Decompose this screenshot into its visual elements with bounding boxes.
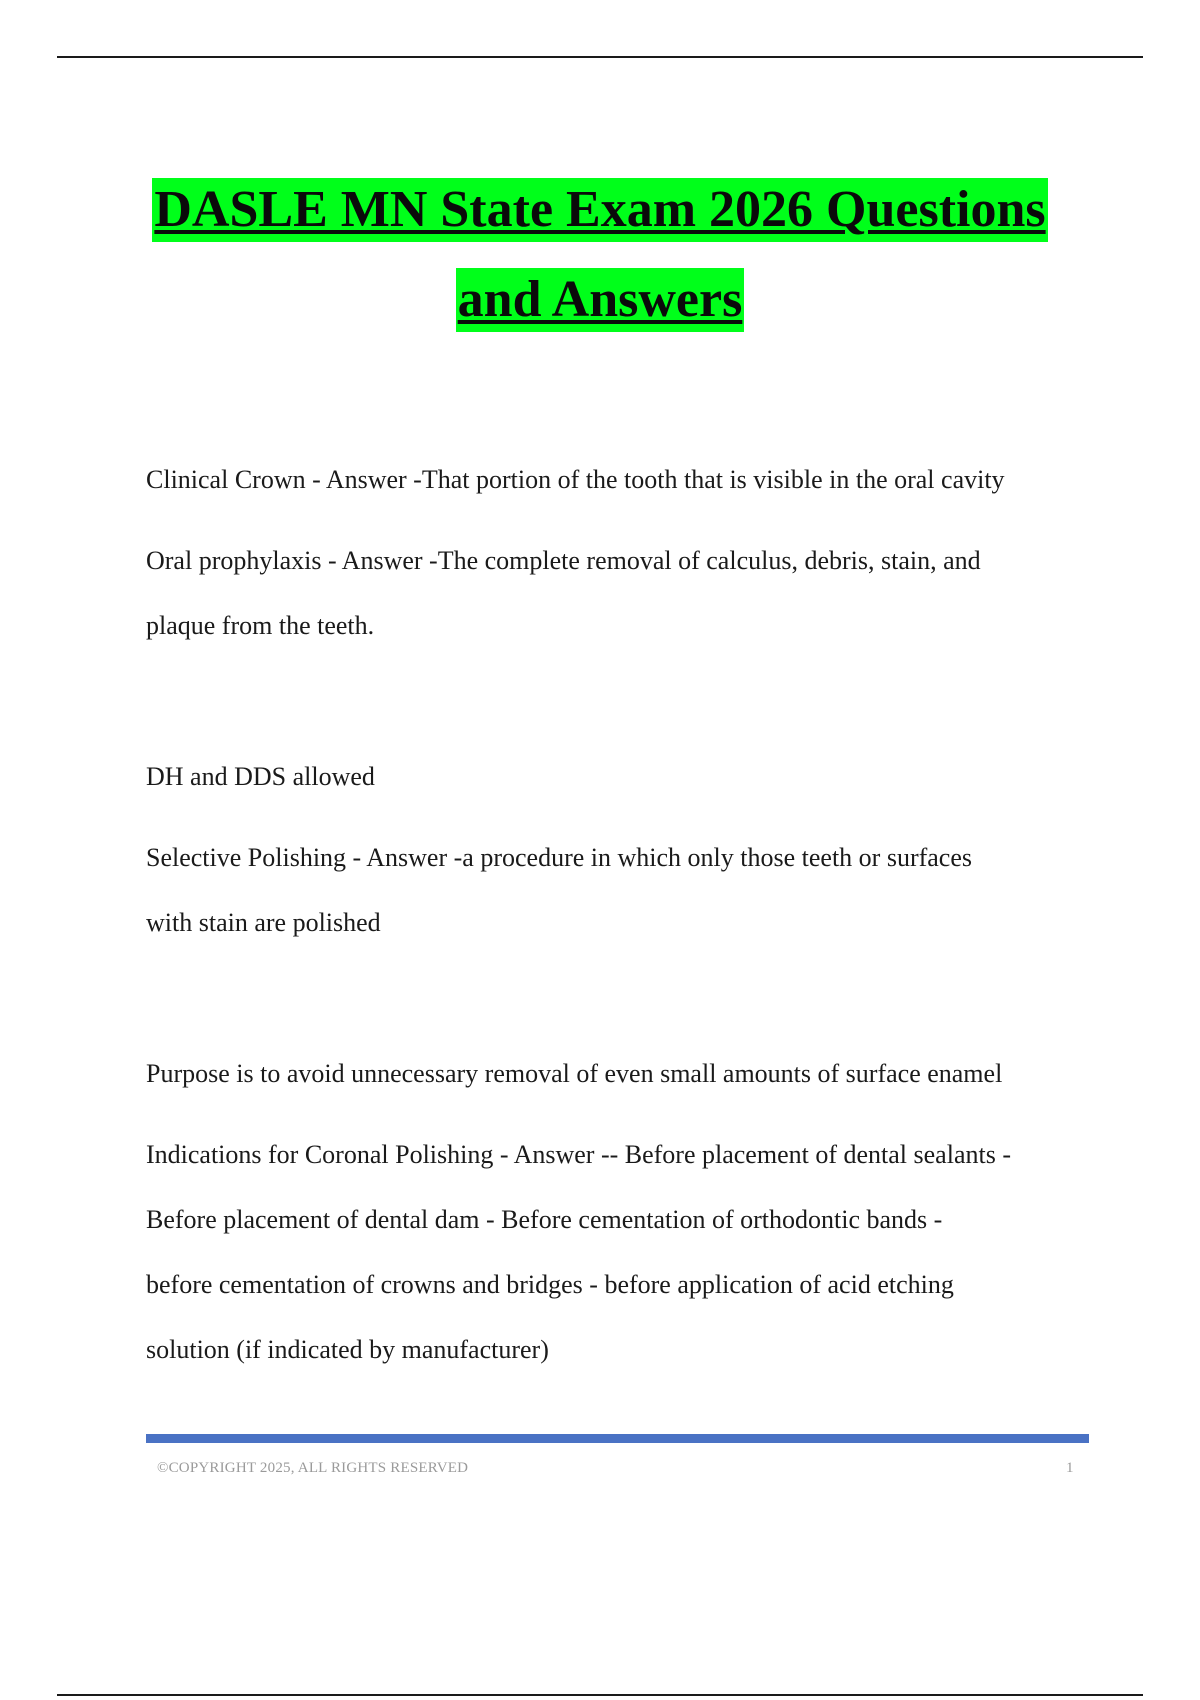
page-top-rule (57, 56, 1143, 58)
paragraph-dh-dds-allowed: DH and DDS allowed (146, 762, 375, 791)
document-title (0, 178, 1200, 332)
paragraph-selective-polishing-line2: with stain are polished (146, 908, 381, 937)
page-bottom-rule (57, 1694, 1143, 1696)
paragraph-clinical-crown: Clinical Crown - Answer -That portion of the tooth that is visible in the oral cavity (146, 465, 1005, 494)
paragraph-indications-line4: solution (if indicated by manufacturer) (146, 1335, 549, 1364)
paragraph-indications-line1: Indications for Coronal Polishing - Answer -- Before placement of dental sealants - (146, 1140, 1011, 1169)
footer-copyright: ©COPYRIGHT 2025, ALL RIGHTS RESERVED (157, 1460, 469, 1476)
title-line-1: DASLE MN State Exam 2026 Questions (152, 178, 1047, 242)
paragraph-indications-line3: before cementation of crowns and bridges - before application of acid etching (146, 1270, 954, 1299)
footer-page-number: 1 (1066, 1460, 1074, 1476)
paragraph-indications-line2: Before placement of dental dam - Before cementation of orthodontic bands - (146, 1205, 943, 1234)
document-body (146, 447, 1106, 1382)
paragraph-oral-prophylaxis-line2: plaque from the teeth. (146, 611, 375, 640)
paragraph-oral-prophylaxis-line1: Oral prophylaxis - Answer -The complete removal of calculus, debris, stain, and (146, 546, 981, 575)
paragraph-purpose: Purpose is to avoid unnecessary removal of even small amounts of surface enamel (146, 1059, 1003, 1088)
footer-rule (146, 1434, 1089, 1443)
title-line-2: and Answers (456, 268, 745, 332)
paragraph-selective-polishing-line1: Selective Polishing - Answer -a procedure in which only those teeth or surfaces (146, 843, 972, 872)
